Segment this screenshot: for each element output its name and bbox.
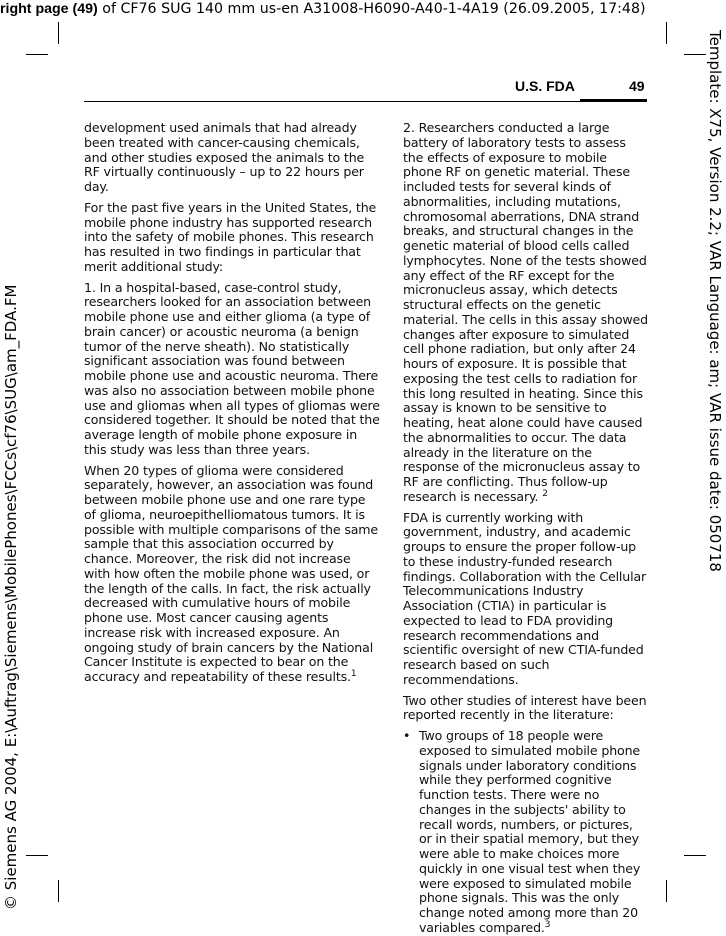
left-column [84, 121, 380, 691]
paragraph-text: When 20 types of glioma were considered separately, however, an association was found between mobile phone use and one rare type of glioma, neuroepithelliomatous tumors. It is possible with multiple comparisons of the same sample that this association occurred by chance. Moreover, the risk did not increase with how often the mobile phone was used, or the length of the calls. In fact, the risk actually decreased with cumulative hours of mobile phone use. Most cancer causing agents increase risk with increased exposure. An ongoing study of brain cancers by the National Cancer Institute is expected to bear on the accuracy and repeatability of these results. [84, 462, 379, 684]
paragraph [84, 464, 380, 685]
file-path-text: © Siemens AG 2004, E:\Auftrag\Siemens\MobilePhones\FCCs\cf76\SUG\am_FDA.FM [2, 284, 20, 910]
paragraph: development used animals that had already been treated with cancer-causing chemicals, and other studies exposed the animals to the RF virtually continuously – up to 22 hours per day. [84, 120, 365, 194]
paragraph: FDA is currently working with government, industry, and academic groups to ensure the proper follow-up to these industry-funded research findings. Collaboration with the Cellular Telecommunications Industry Association (CTIA) in particular is expected to lead to FDA providing research recommendations and scientific oversight of new CTIA-funded research based on such recommendations. [403, 509, 647, 687]
crop-mark [58, 22, 59, 44]
print-header [0, 0, 726, 18]
crop-mark [666, 880, 667, 902]
crop-mark [26, 855, 48, 856]
template-info-text: Template: X75, Version 2.2; VAR Language: am; VAR issue date: 050718 [706, 30, 724, 572]
footnote-ref: 2 [542, 488, 548, 499]
paragraph: Two other studies of interest have been reported recently in the literature: [403, 692, 647, 723]
bullet-icon: • [403, 728, 411, 743]
crop-mark [684, 855, 706, 856]
list-item-body: Two groups of 18 people were exposed to simulated mobile phone signals under laboratory conditions while they performed cognitive function tests. There were no changes in the subjects' ability to recall words, numbers, or pictures, or in their spatial memory, but they were able to make choices more quickly in one visual test when they were exposed to simulated mobile phone signals. This was the only change noted among more than 20 variables compared. [419, 728, 641, 935]
list-item-text [419, 729, 648, 936]
page-section-title: U.S. FDA [515, 78, 575, 94]
paragraph: For the past five years in the United States, the mobile phone industry has supported research into the safety of mobile phones. This research has resulted in two findings in particular that merit additional study: [84, 199, 377, 274]
paragraph-text: 2. Researchers conducted a large battery of laboratory tests to assess the effects of exposure to mobile phone RF on genetic material. These included tests for several kinds of abnormalities, including mutations, chromosomal aberrations, DNA strand breaks, and structural changes in the genetic material of blood cells called lymphocytes. None of the tests showed any effect of the RF except for the micronucleus assay, which detects structural effects on the genetic material. The cells in this assay showed changes after exposure to simulated cell phone radiation, but only after 24 hours of exposure. It is possible that exposing the test cells to radiation for this long resulted in heating. Since this assay is known to be sensitive to heating, heat alone could have caused the abnormalities to occur. The data already in the literature on the response of the micronucleus assay to RF are conflicting. Thus follow-up research is necessary. [403, 120, 649, 504]
page-number: 49 [629, 78, 645, 94]
header-rule [84, 101, 647, 102]
header-tab-bar [580, 99, 647, 102]
paragraph: 1. In a hospital-based, case-control study, researchers looked for an association between mobile phone use and either glioma (a type of brain cancer) or acoustic neuroma (a benign tumor of the nerve sheath). No statistically significant association was found between mobile phone use and acoustic neuroma. There was also no association between mobile phone use and gliomas when all types of gliomas were considered together. It should be noted that the average length of mobile phone exposure in this study was less than three years. [84, 279, 380, 457]
print-header-text: of CF76 SUG 140 mm us-en A31008-H6090-A40-1-4A19 (26.09.2005, 17:48) [97, 1, 646, 17]
footnote-ref: 1 [350, 669, 357, 679]
footnote-ref: 3 [544, 919, 551, 930]
crop-mark [684, 54, 706, 55]
template-info-vertical [704, 30, 726, 870]
crop-mark [58, 880, 59, 902]
paragraph [403, 121, 648, 505]
print-header-label: right page (49) [0, 1, 98, 17]
list-item [403, 729, 648, 936]
right-column [403, 121, 648, 936]
crop-mark [666, 22, 667, 44]
file-path-vertical [0, 284, 22, 910]
crop-mark [26, 54, 48, 55]
